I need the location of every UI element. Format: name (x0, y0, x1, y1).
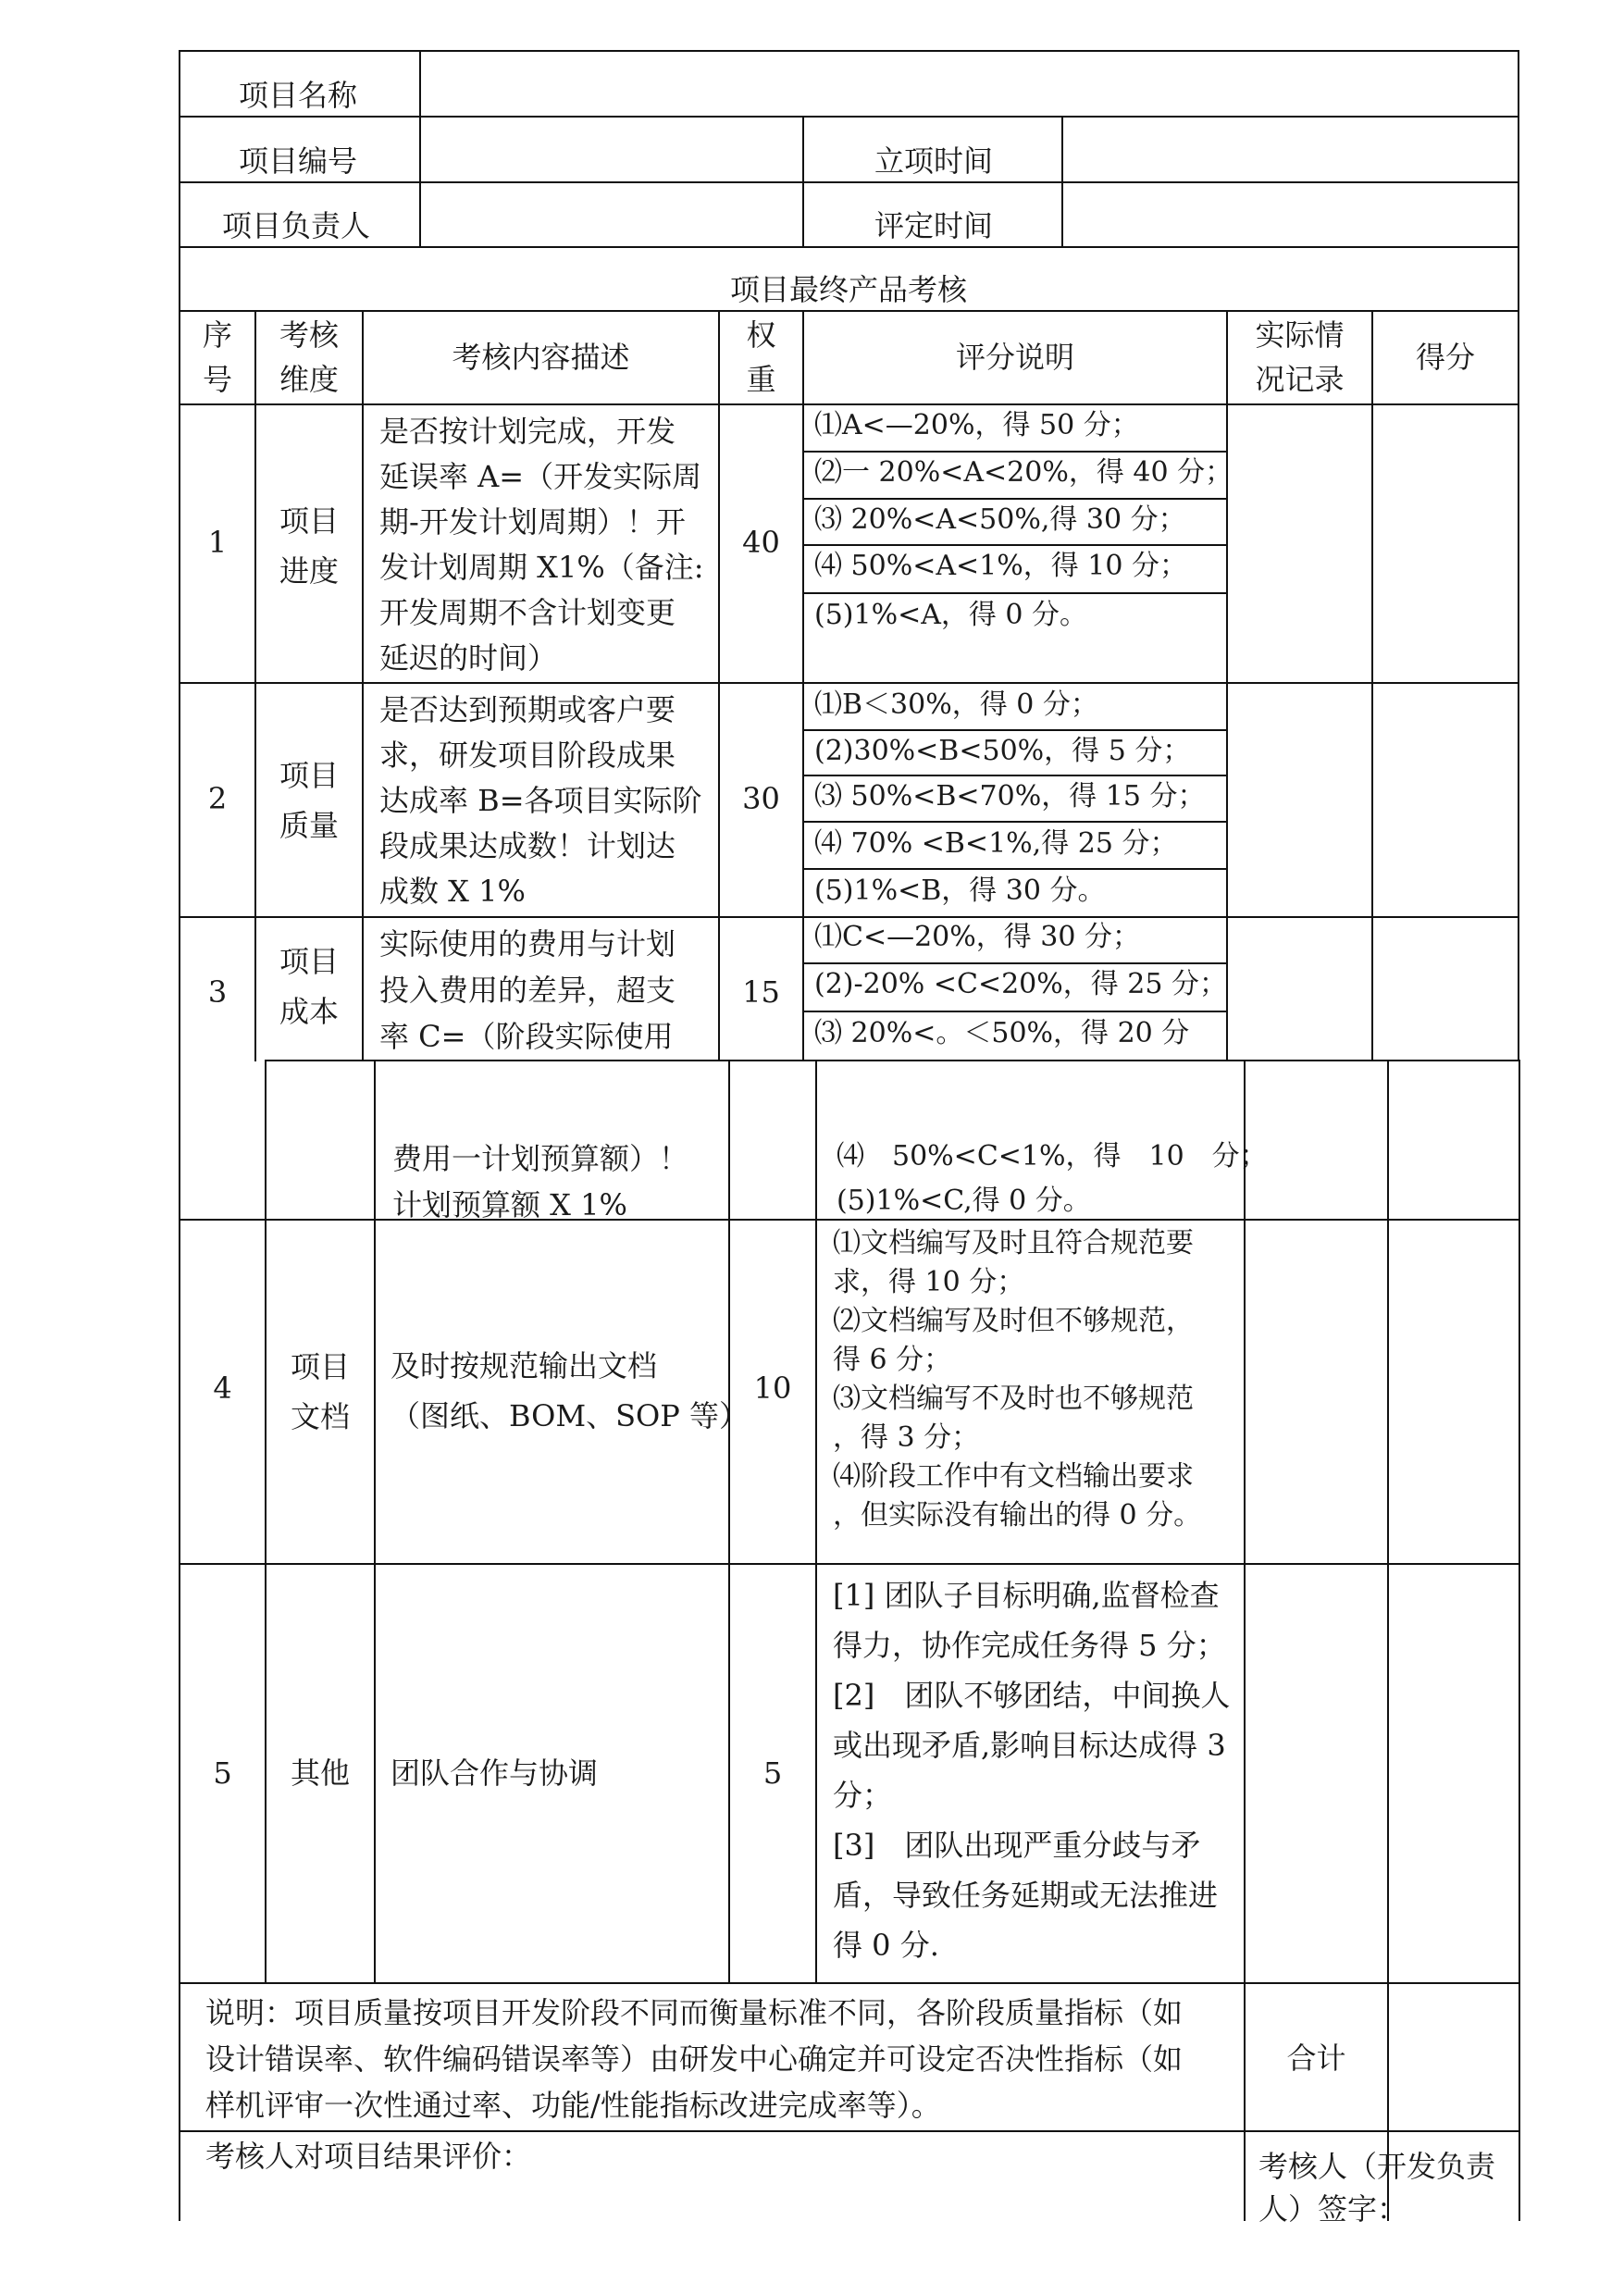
col-weight-header: 权 重 (746, 317, 776, 397)
row5-weight: 5 (762, 1755, 783, 1791)
row5-seq: 5 (213, 1755, 232, 1791)
signature-label: 考核人（开发负责 人）签字： (1258, 2149, 1496, 2227)
row3-seq: 3 (207, 974, 228, 1010)
row1-description: 是否按计划完成，开发 延误率 A=（开发实际周 期-开发计划周期）！开 发计划周期 X1%（备注: 开发周期不含计划变更 延迟的时间） (379, 414, 704, 676)
total-label: 合计 (1286, 2041, 1346, 2076)
row3-scoring-3: ⑶ 20%<。＜50%，得 20 分 (814, 1017, 1190, 1049)
project-number-label: 项目编号 (239, 143, 358, 179)
row1-scoring-5: (5)1%<A，得 0 分。 (814, 599, 1088, 631)
evaluation-label: 考核人对项目结果评价： (205, 2139, 532, 2174)
row5-description: 团队合作与协调 (391, 1755, 599, 1791)
row2-weight: 30 (742, 781, 780, 816)
row5-scoring: [1] 团队子目标明确,监督检查 得力，协作完成任务得 5 分； [2] 团队不够团结，中间换人 或出现矛盾,影响目标达成得 3 分； [3] 团队出现严重分歧与矛 盾，导致任务延期或无法推进 得 0 分. (833, 1578, 1231, 1963)
row1-seq: 1 (207, 525, 228, 560)
row1-scoring-3: ⑶ 20%<A<50%,得 30 分； (814, 503, 1186, 536)
col-actual-header: 实际情 况记录 (1255, 317, 1345, 397)
project-lead-label: 项目负责人 (222, 208, 371, 243)
row5-dimension: 其他 (290, 1755, 350, 1791)
row2-scoring-1: ⑴B＜30%，得 0 分； (814, 688, 1098, 721)
review-time-label: 评定时间 (874, 208, 994, 243)
row3-scoring-4: ⑷ 50%<C<1%，得 10 分； (837, 1140, 1268, 1172)
footer-note: 说明：项目质量按项目开发阶段不同而衡量标准不同，各阶段质量指标（如 设计错误率、软件编码错误率等）由研发中心确定并可设定否决性指标（如 样机评审一次性通过率、功能/性能指标改进完成率等）。 (205, 1995, 1184, 2123)
row3-description: 实际使用的费用与计划 投入费用的差异，超支 率 C=（阶段实际使用 (379, 926, 676, 1054)
project-name-label: 项目名称 (239, 78, 358, 113)
row4-dimension: 项目 文档 (290, 1349, 350, 1434)
row1-scoring-2: ⑵一 20%<A<20%，得 40 分； (814, 456, 1233, 489)
row1-dimension: 项目 进度 (279, 503, 339, 589)
row1-scoring-4: ⑷ 50%<A<1%，得 10 分； (814, 550, 1187, 582)
row2-description: 是否达到预期或客户要 求，研发项目阶段成果 达成率 B=各项目实际阶 段成果达成数！计划达 成数 X 1% (379, 692, 702, 909)
row1-scoring-1: ⑴A<—20%，得 50 分； (814, 409, 1139, 441)
row2-scoring-2: (2)30%<B<50%，得 5 分； (814, 735, 1191, 767)
row1-weight: 40 (742, 525, 780, 560)
row4-scoring: ⑴文档编写及时且符合规范要 求，得 10 分； ⑵文档编写及时但不够规范， 得 6 分； ⑶文档编写不及时也不够规范 ，得 3 分； ⑷阶段工作中有文档输出要求 ，但实际没有输出的得 0 分。 (833, 1227, 1202, 1532)
row2-dimension: 项目 质量 (279, 758, 339, 843)
row3-dimension: 项目 成本 (279, 944, 339, 1029)
col-dimension-header: 考核 维度 (279, 317, 339, 397)
row3-description-cont: 费用一计划预算额）！ 计划预算额 X 1% (392, 1141, 689, 1222)
row4-seq: 4 (213, 1371, 232, 1406)
col-seq-header: 序 号 (202, 317, 232, 397)
row2-scoring-5: (5)1%<B，得 30 分。 (814, 875, 1106, 907)
setup-time-label: 立项时间 (874, 143, 994, 179)
col-score-header: 得分 (1415, 340, 1475, 375)
row3-scoring-2: (2)-20% <C<20%，得 25 分； (814, 968, 1228, 1000)
row3-scoring-1: ⑴C<—20%，得 30 分； (814, 921, 1141, 953)
section-title: 项目最终产品考核 (729, 272, 967, 307)
row2-seq: 2 (207, 781, 228, 816)
row2-scoring-4: ⑷ 70% <B<1%,得 25 分； (814, 827, 1178, 860)
row4-weight: 10 (753, 1371, 792, 1406)
row3-scoring-5: (5)1%<C,得 0 分。 (837, 1185, 1091, 1217)
row2-scoring-3: ⑶ 50%<B<70%，得 15 分； (814, 780, 1206, 813)
col-description-header: 考核内容描述 (452, 340, 630, 375)
row4-description: 及时按规范输出文档 （图纸、BOM、SOP 等） (391, 1348, 749, 1433)
col-scoring-header: 评分说明 (955, 340, 1074, 375)
row3-weight: 15 (742, 974, 780, 1010)
